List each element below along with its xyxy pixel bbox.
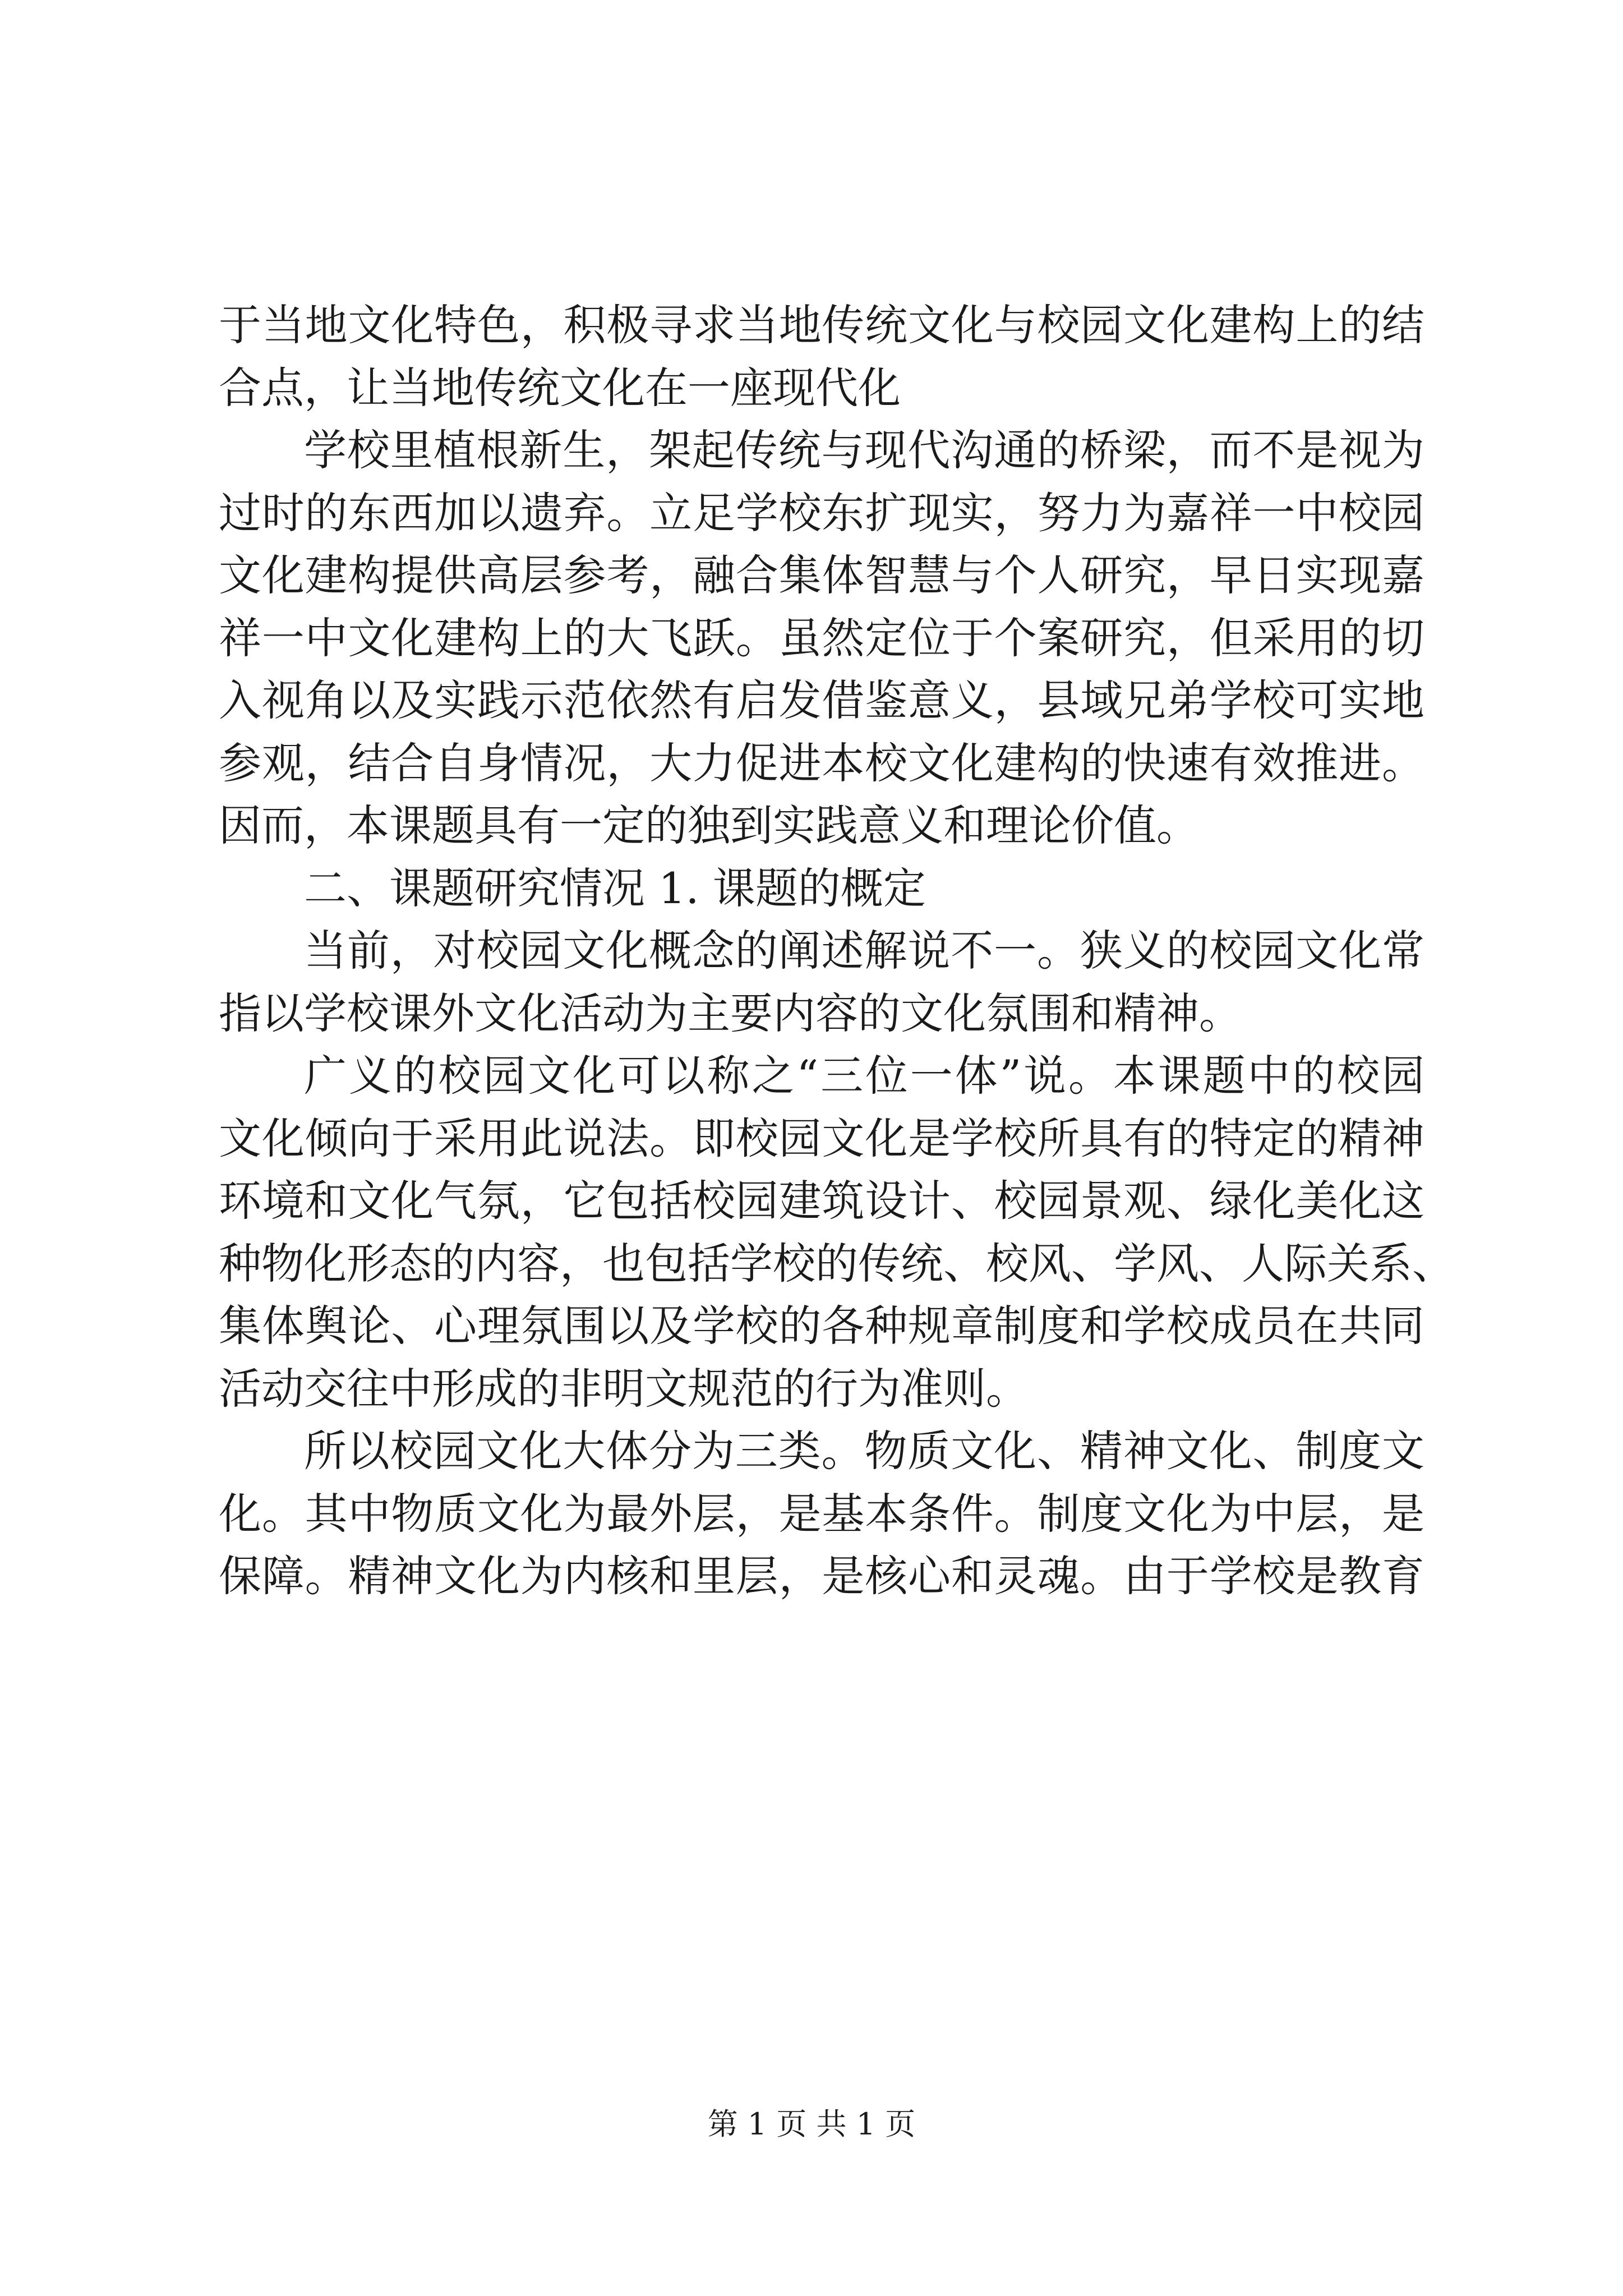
- text-line: 文化建构提供高层参考，融合集体智慧与个人研究，早日实现嘉: [219, 550, 1424, 600]
- text-line: 入视角以及实践示范依然有启发借鉴意义，县域兄弟学校可实地: [219, 675, 1424, 725]
- text-line: 保障。精神文化为内核和里层，是核心和灵魂。由于学校是教育: [219, 1551, 1424, 1601]
- text-line: 指以学校课外文化活动为主要内容的文化氛围和精神。: [219, 988, 1242, 1038]
- text-line: 参观，结合自身情况，大力促进本校文化建构的快速有效推进。: [219, 738, 1424, 788]
- section-heading: 二、课题研究情况 1. 课题的概定: [304, 863, 926, 913]
- text-line: 文化倾向于采用此说法。即校园文化是学校所具有的特定的精神: [219, 1113, 1424, 1163]
- text-line: 环境和文化气氛，它包括校园建筑设计、校园景观、绿化美化这: [219, 1176, 1424, 1226]
- text-line: 合点，让当地传统文化在一座现代化: [219, 362, 901, 413]
- text-line: 化。其中物质文化为最外层，是基本条件。制度文化为中层，是: [219, 1488, 1424, 1539]
- text-line: 集体舆论、心理氛围以及学校的各种规章制度和学校成员在共同: [219, 1301, 1424, 1351]
- paragraph-first-line: 所以校园文化大体分为三类。物质文化、精神文化、制度文: [304, 1426, 1424, 1476]
- paragraph-first-line: 当前，对校园文化概念的阐述解说不一。狭义的校园文化常: [304, 926, 1424, 976]
- text-line: 种物化形态的内容，也包括学校的传统、校风、学风、人际关系、: [219, 1238, 1455, 1289]
- text-line: 于当地文化特色，积极寻求当地传统文化与校园文化建构上的结: [219, 300, 1424, 350]
- text-line: 祥一中文化建构上的大飞跃。虽然定位于个案研究，但采用的切: [219, 613, 1424, 663]
- page-number: 第 1 页 共 1 页: [707, 2106, 916, 2142]
- text-line: 活动交往中形成的非明文规范的行为准则。: [219, 1363, 1029, 1414]
- document-body: [219, 295, 1455, 1608]
- paragraph-first-line: 学校里植根新生，架起传统与现代沟通的桥梁，而不是视为: [304, 425, 1424, 475]
- text-line: 因而，本课题具有一定的独到实践意义和理论价值。: [219, 800, 1199, 850]
- text-line: 过时的东西加以遗弃。立足学校东扩现实，努力为嘉祥一中校园: [219, 487, 1424, 538]
- page-footer: [0, 2105, 1623, 2144]
- paragraph-first-line: 广义的校园文化可以称之“三位一体”说。本课题中的校园: [304, 1051, 1424, 1101]
